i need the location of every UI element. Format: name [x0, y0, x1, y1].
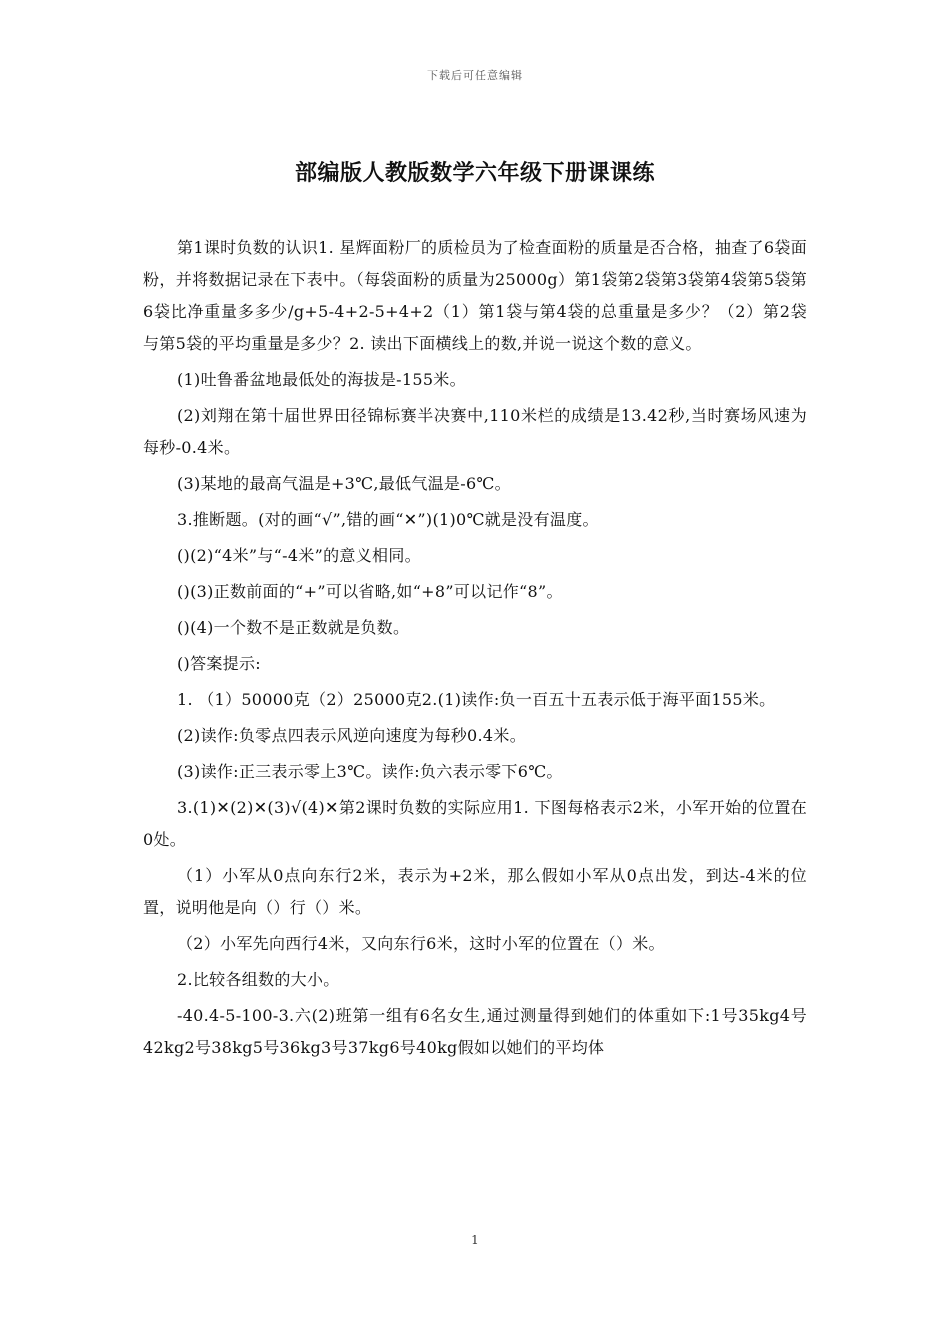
paragraph: ()(3)正数前面的“+”可以省略,如“+8”可以记作“8”。: [177, 582, 563, 601]
document-body: [143, 232, 807, 1068]
paragraph: -40.4-5-100-3.六(2)班第一组有6名女生,通过测量得到她们的体重如下:1号35kg4号42kg2号38kg5号36kg3号37kg6号40kg假如以她们的平均体: [143, 1006, 807, 1057]
page-number: 1: [471, 1233, 479, 1247]
paragraph: ()答案提示:: [177, 654, 261, 673]
paragraph: (2)刘翔在第十届世界田径锦标赛半决赛中,110米栏的成绩是13.42秒,当时赛场风速为每秒-0.4米。: [143, 406, 807, 457]
paragraph: 3.(1)✕(2)✕(3)√(4)✕第2课时负数的实际应用1. 下图每格表示2米，小军开始的位置在0处。: [143, 798, 807, 849]
paragraph: (3)读作:正三表示零上3℃。读作:负六表示零下6℃。: [177, 762, 563, 781]
paragraph: 3.推断题。(对的画“√”,错的画“✕”)(1)0℃就是没有温度。: [177, 510, 599, 529]
header-note: 下载后可任意编辑: [427, 69, 523, 82]
document-title: 部编版人教版数学六年级下册课课练: [294, 161, 655, 186]
paragraph: 第1课时负数的认识1. 星辉面粉厂的质检员为了检查面粉的质量是否合格，抽查了6袋面粉，并将数据记录在下表中。（每袋面粉的质量为25000g）第1袋第2袋第3袋第4袋第5袋第6袋比净重量多多少/g+5-4+2-5+4+2（1）第1袋与第4袋的总重量是多少？（2）第2袋与第5袋的平均重量是多少？2. 读出下面横线上的数,并说一说这个数的意义。: [143, 238, 807, 353]
paragraph: （1）小军从0点向东行2米，表示为+2米，那么假如小军从0点出发，到达-4米的位置，说明他是向（）行（）米。: [143, 866, 807, 917]
paragraph: ()(4)一个数不是正数就是负数。: [177, 618, 410, 637]
paragraph: (1)吐鲁番盆地最低处的海拔是-155米。: [177, 370, 466, 389]
paragraph: (2)读作:负零点四表示风逆向速度为每秒0.4米。: [177, 726, 527, 745]
paragraph: (3)某地的最高气温是+3℃,最低气温是-6℃。: [177, 474, 511, 493]
paragraph: （2）小军先向西行4米，又向东行6米，这时小军的位置在（）米。: [177, 934, 665, 953]
paragraph: 2.比较各组数的大小。: [177, 970, 340, 989]
paragraph: ()(2)“4米”与“-4米”的意义相同。: [177, 546, 421, 565]
paragraph: 1. （1）50000克（2）25000克2.(1)读作:负一百五十五表示低于海平面155米。: [177, 690, 776, 709]
